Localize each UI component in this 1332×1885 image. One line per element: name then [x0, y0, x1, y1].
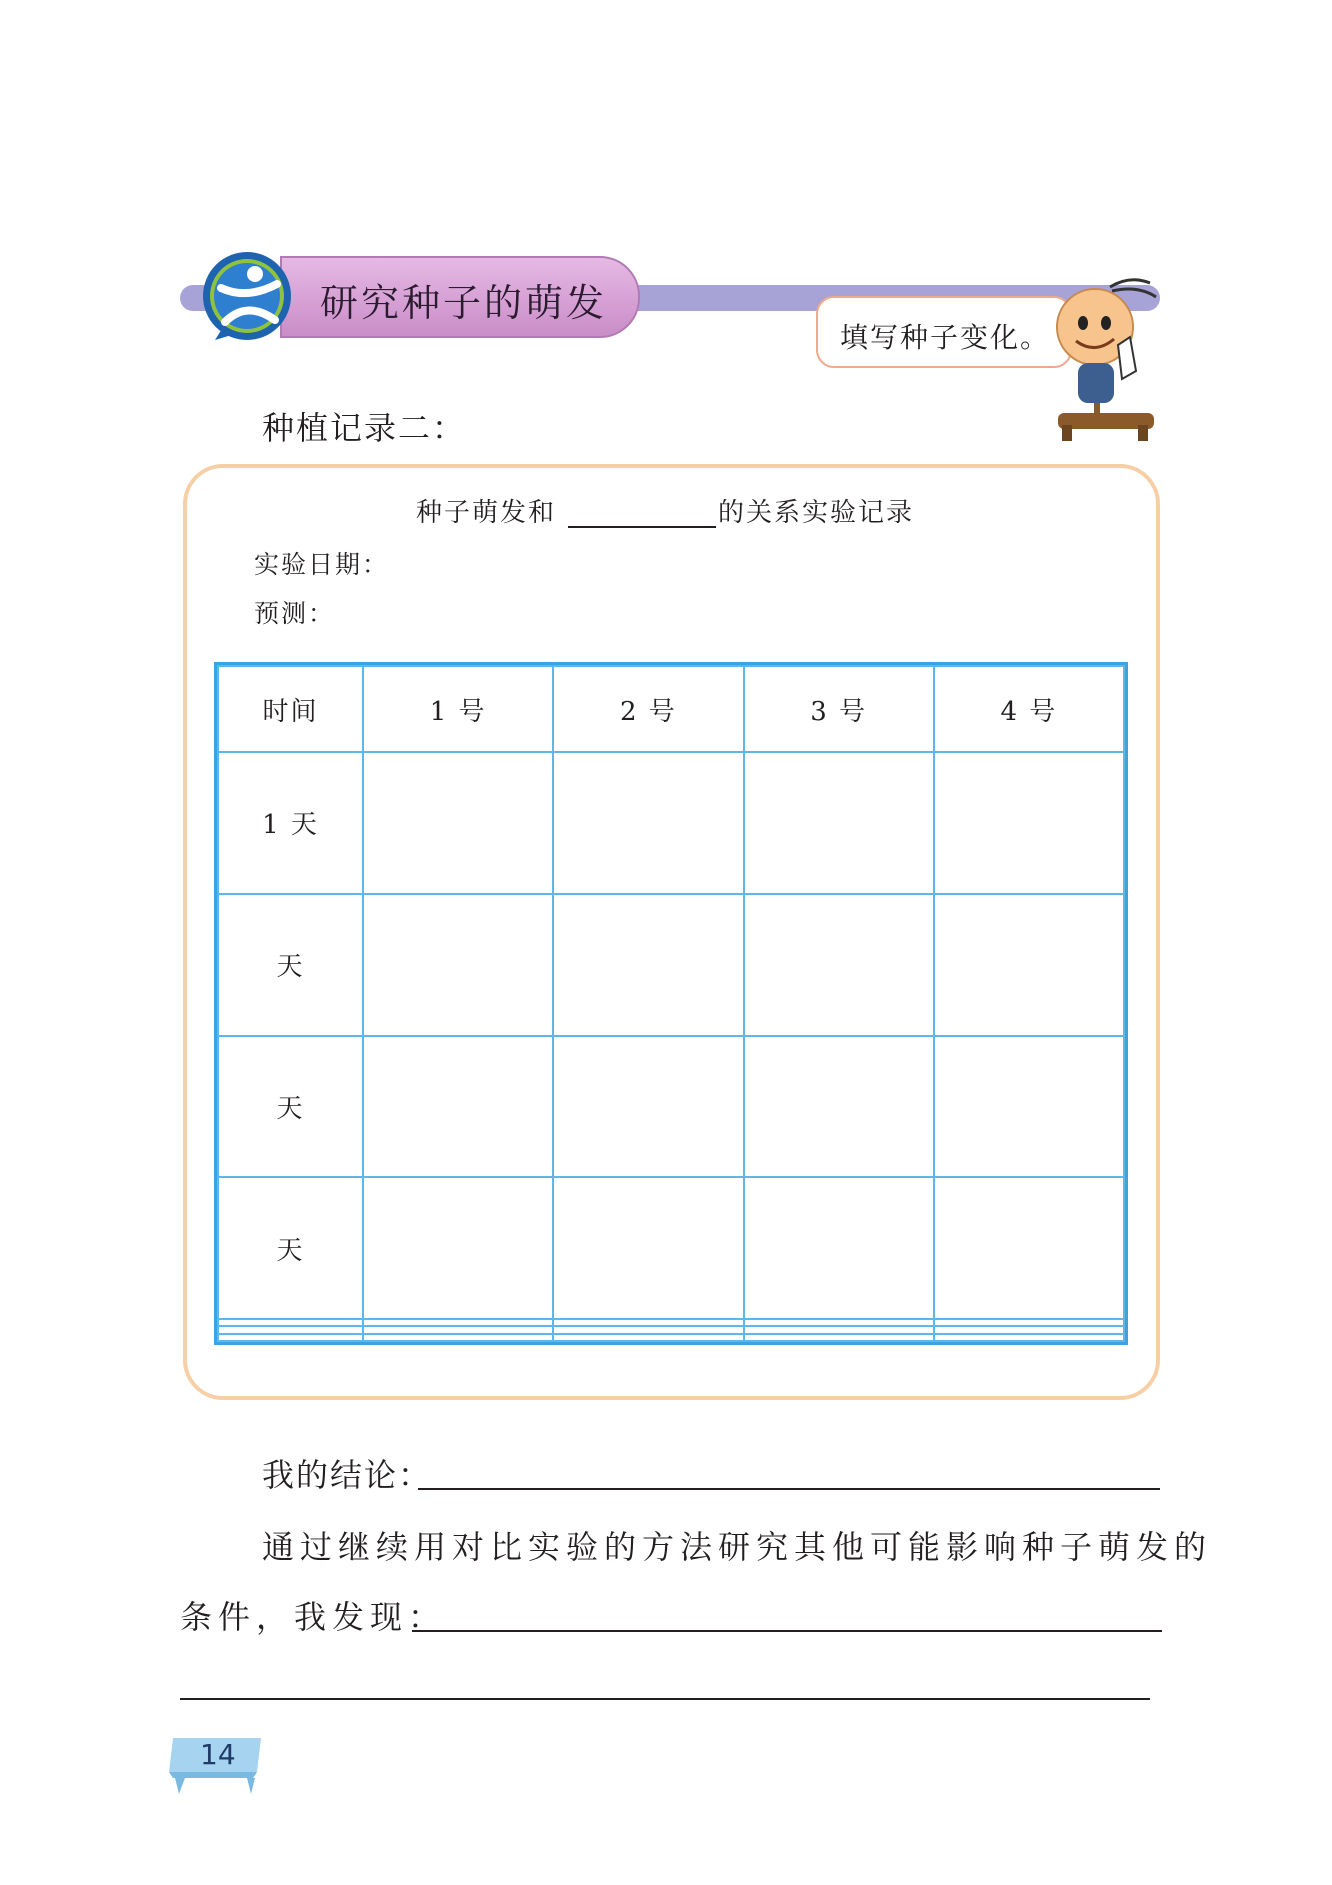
table-cell[interactable]: [553, 1334, 743, 1341]
table-row: [218, 894, 1124, 1036]
table-cell[interactable]: [934, 752, 1124, 894]
record-table: [214, 662, 1128, 1345]
table-cell[interactable]: [744, 1326, 934, 1333]
table-cell[interactable]: [744, 1319, 934, 1326]
row-time-cell[interactable]: [218, 1326, 363, 1333]
mascot-character-icon: [1050, 275, 1160, 445]
table-cell[interactable]: [553, 1319, 743, 1326]
table-cell[interactable]: [934, 1326, 1124, 1333]
experiment-date-label: 实验日期：: [254, 550, 390, 579]
table-cell[interactable]: [553, 1177, 743, 1319]
row-time-cell: 天: [218, 1177, 363, 1319]
prediction-label: 预测：: [254, 599, 336, 628]
continue-prompt-line2: 条件，我发现：: [180, 1598, 447, 1636]
table-row: [218, 752, 1124, 894]
row-time-cell: 天: [218, 1036, 363, 1178]
table-header-row: [218, 666, 1124, 752]
table-cell[interactable]: [744, 894, 934, 1036]
record-title-prefix: 种子萌发和: [416, 498, 557, 528]
row-time-cell[interactable]: [218, 1334, 363, 1341]
speech-bubble-text: 填写种子变化。: [840, 321, 1051, 354]
table-cell[interactable]: [363, 1326, 553, 1333]
table-cell[interactable]: [744, 1334, 934, 1341]
table-cell[interactable]: [744, 1177, 934, 1319]
table-cell[interactable]: [363, 894, 553, 1036]
row-time-cell: 天: [218, 894, 363, 1036]
table-cell[interactable]: [934, 1036, 1124, 1178]
science-logo-icon: [195, 248, 305, 348]
continue-prompt-line1: 通过继续用对比实验的方法研究其他可能影响种子萌发的: [262, 1528, 1213, 1566]
table-cell[interactable]: [363, 752, 553, 894]
extra-answer-line[interactable]: [180, 1698, 1150, 1700]
table-cell[interactable]: [553, 894, 743, 1036]
table-row: [218, 1036, 1124, 1178]
row-time-cell[interactable]: [218, 1319, 363, 1326]
title-blank-line[interactable]: [568, 526, 716, 528]
table-row: [218, 1334, 1124, 1341]
table-cell[interactable]: [363, 1319, 553, 1326]
header-no1: 1 号: [363, 666, 553, 752]
table-cell[interactable]: [934, 894, 1124, 1036]
row-time-cell: 1 天: [218, 752, 363, 894]
discovery-answer-line[interactable]: [412, 1630, 1162, 1632]
page-number: 14: [200, 1738, 236, 1771]
header-no3: 3 号: [744, 666, 934, 752]
table-cell[interactable]: [553, 752, 743, 894]
table-cell[interactable]: [553, 1036, 743, 1178]
conclusion-label: 我的结论：: [262, 1456, 433, 1494]
record-title-suffix: 的关系实验记录: [718, 498, 915, 528]
table-cell[interactable]: [934, 1334, 1124, 1341]
header-no4: 4 号: [934, 666, 1124, 752]
table-row: [218, 1177, 1124, 1319]
table-cell[interactable]: [363, 1334, 553, 1341]
table-cell[interactable]: [363, 1036, 553, 1178]
table-cell[interactable]: [934, 1319, 1124, 1326]
table-cell[interactable]: [363, 1177, 553, 1319]
table-cell[interactable]: [744, 752, 934, 894]
header-no2: 2 号: [553, 666, 743, 752]
record-label: 种植记录二：: [262, 409, 467, 447]
table-row: [218, 1326, 1124, 1333]
page-title: 研究种子的萌发: [320, 281, 608, 325]
table-cell[interactable]: [553, 1326, 743, 1333]
header-time: 时间: [218, 666, 363, 752]
table-row: [218, 1319, 1124, 1326]
conclusion-answer-line[interactable]: [418, 1488, 1160, 1490]
table-cell[interactable]: [934, 1177, 1124, 1319]
table-cell[interactable]: [744, 1036, 934, 1178]
